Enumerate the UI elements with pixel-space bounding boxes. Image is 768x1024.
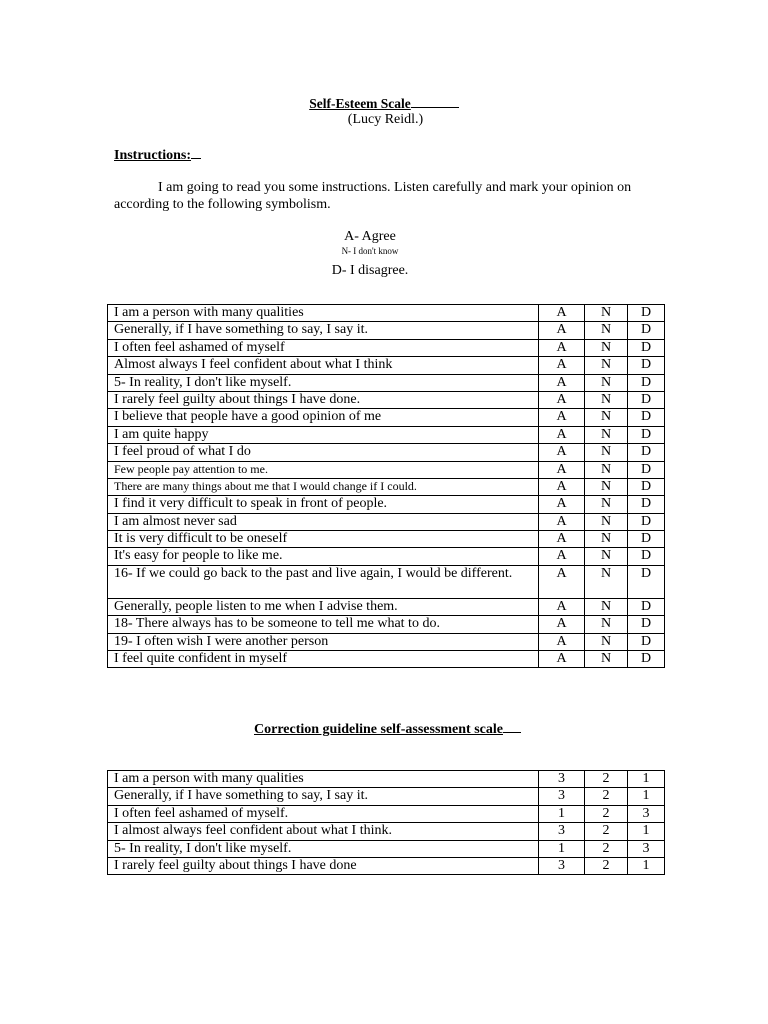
option-d-cell: D [628,339,665,356]
option-a-cell: A [539,409,585,426]
option-a-cell: A [539,565,585,598]
statement-cell: Generally, if I have something to say, I say it. [108,788,539,805]
option-a-cell: 1 [539,805,585,822]
option-n-cell: N [585,339,628,356]
option-a-cell: A [539,531,585,548]
option-n-cell: N [585,598,628,615]
page-title [0,95,768,112]
statement-cell: It is very difficult to be oneself [108,531,539,548]
option-a-cell: A [539,426,585,443]
scale-row [108,548,665,565]
instructions-text: I am going to read you some instructions. Listen carefully and mark your opinion on according to the following symbolism. [114,180,632,212]
option-n-cell: N [585,357,628,374]
option-n-cell: 2 [585,823,628,840]
option-n-cell: N [585,548,628,565]
option-a-cell: A [539,461,585,478]
option-n-cell: 2 [585,840,628,857]
scale-row [108,513,665,530]
option-a-cell: A [539,548,585,565]
statement-cell: I rarely feel guilty about things I have done [108,857,539,874]
option-n-cell: N [585,513,628,530]
scale-row [108,461,665,478]
statement-cell: There are many things about me that I would change if I could. [108,478,539,495]
option-n-cell: 2 [585,857,628,874]
option-n-cell: N [585,461,628,478]
correction-row [108,771,665,788]
option-n-cell: N [585,478,628,495]
correction-row [108,805,665,822]
statement-cell: I am a person with many qualities [108,305,539,322]
statement-cell: I almost always feel confident about what I think. [108,823,539,840]
option-d-cell: D [628,548,665,565]
scale-row [108,598,665,615]
option-n-cell: N [585,633,628,650]
option-d-cell: 3 [628,805,665,822]
scale-row [108,651,665,668]
statement-cell: I believe that people have a good opinion of me [108,409,539,426]
correction-table [107,770,665,875]
scale-table [107,304,665,668]
author-line: (Lucy Reidl.) [347,112,424,127]
option-n-cell: N [585,305,628,322]
statement-cell: 19- I often wish I were another person [108,633,539,650]
option-n-cell: N [585,616,628,633]
option-a-cell: A [539,496,585,513]
option-d-cell: D [628,305,665,322]
option-d-cell: D [628,633,665,650]
scale-row [108,633,665,650]
statement-cell: I often feel ashamed of myself. [108,805,539,822]
option-d-cell: D [628,513,665,530]
option-n-cell: N [585,444,628,461]
option-a-cell: 3 [539,857,585,874]
option-d-cell: 1 [628,823,665,840]
option-d-cell: D [628,357,665,374]
instructions-heading [114,146,201,164]
statement-cell: 5- In reality, I don't like myself. [108,840,539,857]
scale-row [108,531,665,548]
statement-cell: Few people pay attention to me. [108,461,539,478]
instructions-underline [191,146,201,159]
option-a-cell: A [539,391,585,408]
scale-row [108,305,665,322]
option-n-cell: N [585,565,628,598]
statement-cell: I find it very difficult to speak in front of people. [108,496,539,513]
option-n-cell: N [585,391,628,408]
scale-row [108,322,665,339]
option-a-cell: A [539,357,585,374]
correction-row [108,788,665,805]
correction-underline [503,720,521,733]
option-n-cell: 2 [585,805,628,822]
option-n-cell: N [585,322,628,339]
correction-row [108,823,665,840]
option-n-cell: N [585,409,628,426]
option-d-cell: D [628,322,665,339]
option-d-cell: D [628,444,665,461]
statement-cell: Generally, if I have something to say, I say it. [108,322,539,339]
statement-cell: I feel proud of what I do [108,444,539,461]
option-a-cell: 3 [539,771,585,788]
option-d-cell: D [628,598,665,615]
option-n-cell: N [585,531,628,548]
option-a-cell: 1 [539,840,585,857]
scale-row [108,478,665,495]
scale-row [108,565,665,598]
option-d-cell: D [628,461,665,478]
statement-cell: I rarely feel guilty about things I have done. [108,391,539,408]
option-a-cell: A [539,374,585,391]
scale-row [108,496,665,513]
symbol-dont-know: N- I don't know [341,246,399,256]
title-underline [411,95,459,108]
option-a-cell: A [539,444,585,461]
option-d-cell: D [628,391,665,408]
scale-row [108,357,665,374]
instructions-heading-text: Instructions: [114,148,192,163]
option-d-cell: 3 [628,840,665,857]
option-d-cell: D [628,616,665,633]
statement-cell: 16- If we could go back to the past and live again, I would be different. [108,565,539,598]
symbol-agree: A- Agree [344,229,396,244]
option-a-cell: A [539,478,585,495]
scale-row [108,444,665,461]
option-a-cell: A [539,322,585,339]
option-n-cell: 2 [585,788,628,805]
option-d-cell: D [628,374,665,391]
scale-row [108,339,665,356]
symbol-disagree: D- I disagree. [331,263,409,278]
statement-cell: It's easy for people to like me. [108,548,539,565]
scale-row [108,391,665,408]
option-d-cell: D [628,496,665,513]
statement-cell: 5- In reality, I don't like myself. [108,374,539,391]
option-a-cell: A [539,651,585,668]
option-d-cell: 1 [628,771,665,788]
statement-cell: I am almost never sad [108,513,539,530]
option-n-cell: N [585,426,628,443]
title-text: Self-Esteem Scale [309,96,411,111]
scale-row [108,426,665,443]
option-d-cell: D [628,531,665,548]
option-d-cell: 1 [628,857,665,874]
statement-cell: Generally, people listen to me when I advise them. [108,598,539,615]
option-n-cell: N [585,651,628,668]
option-a-cell: A [539,339,585,356]
option-a-cell: 3 [539,823,585,840]
option-d-cell: D [628,426,665,443]
scale-row [108,409,665,426]
option-d-cell: D [628,478,665,495]
correction-row [108,857,665,874]
option-d-cell: 1 [628,788,665,805]
option-a-cell: 3 [539,788,585,805]
correction-row [108,840,665,857]
option-n-cell: N [585,374,628,391]
statement-cell: I am a person with many qualities [108,771,539,788]
option-a-cell: A [539,513,585,530]
statement-cell: I often feel ashamed of myself [108,339,539,356]
option-a-cell: A [539,633,585,650]
option-a-cell: A [539,305,585,322]
option-d-cell: D [628,565,665,598]
option-n-cell: 2 [585,771,628,788]
scale-row [108,616,665,633]
statement-cell: I am quite happy [108,426,539,443]
statement-cell: Almost always I feel confident about what I think [108,357,539,374]
option-n-cell: N [585,496,628,513]
statement-cell: 18- There always has to be someone to tell me what to do. [108,616,539,633]
option-d-cell: D [628,651,665,668]
correction-title [0,720,768,738]
option-a-cell: A [539,598,585,615]
option-d-cell: D [628,409,665,426]
statement-cell: I feel quite confident in myself [108,651,539,668]
correction-title-text: Correction guideline self-assessment scale [254,722,503,737]
option-a-cell: A [539,616,585,633]
scale-row [108,374,665,391]
